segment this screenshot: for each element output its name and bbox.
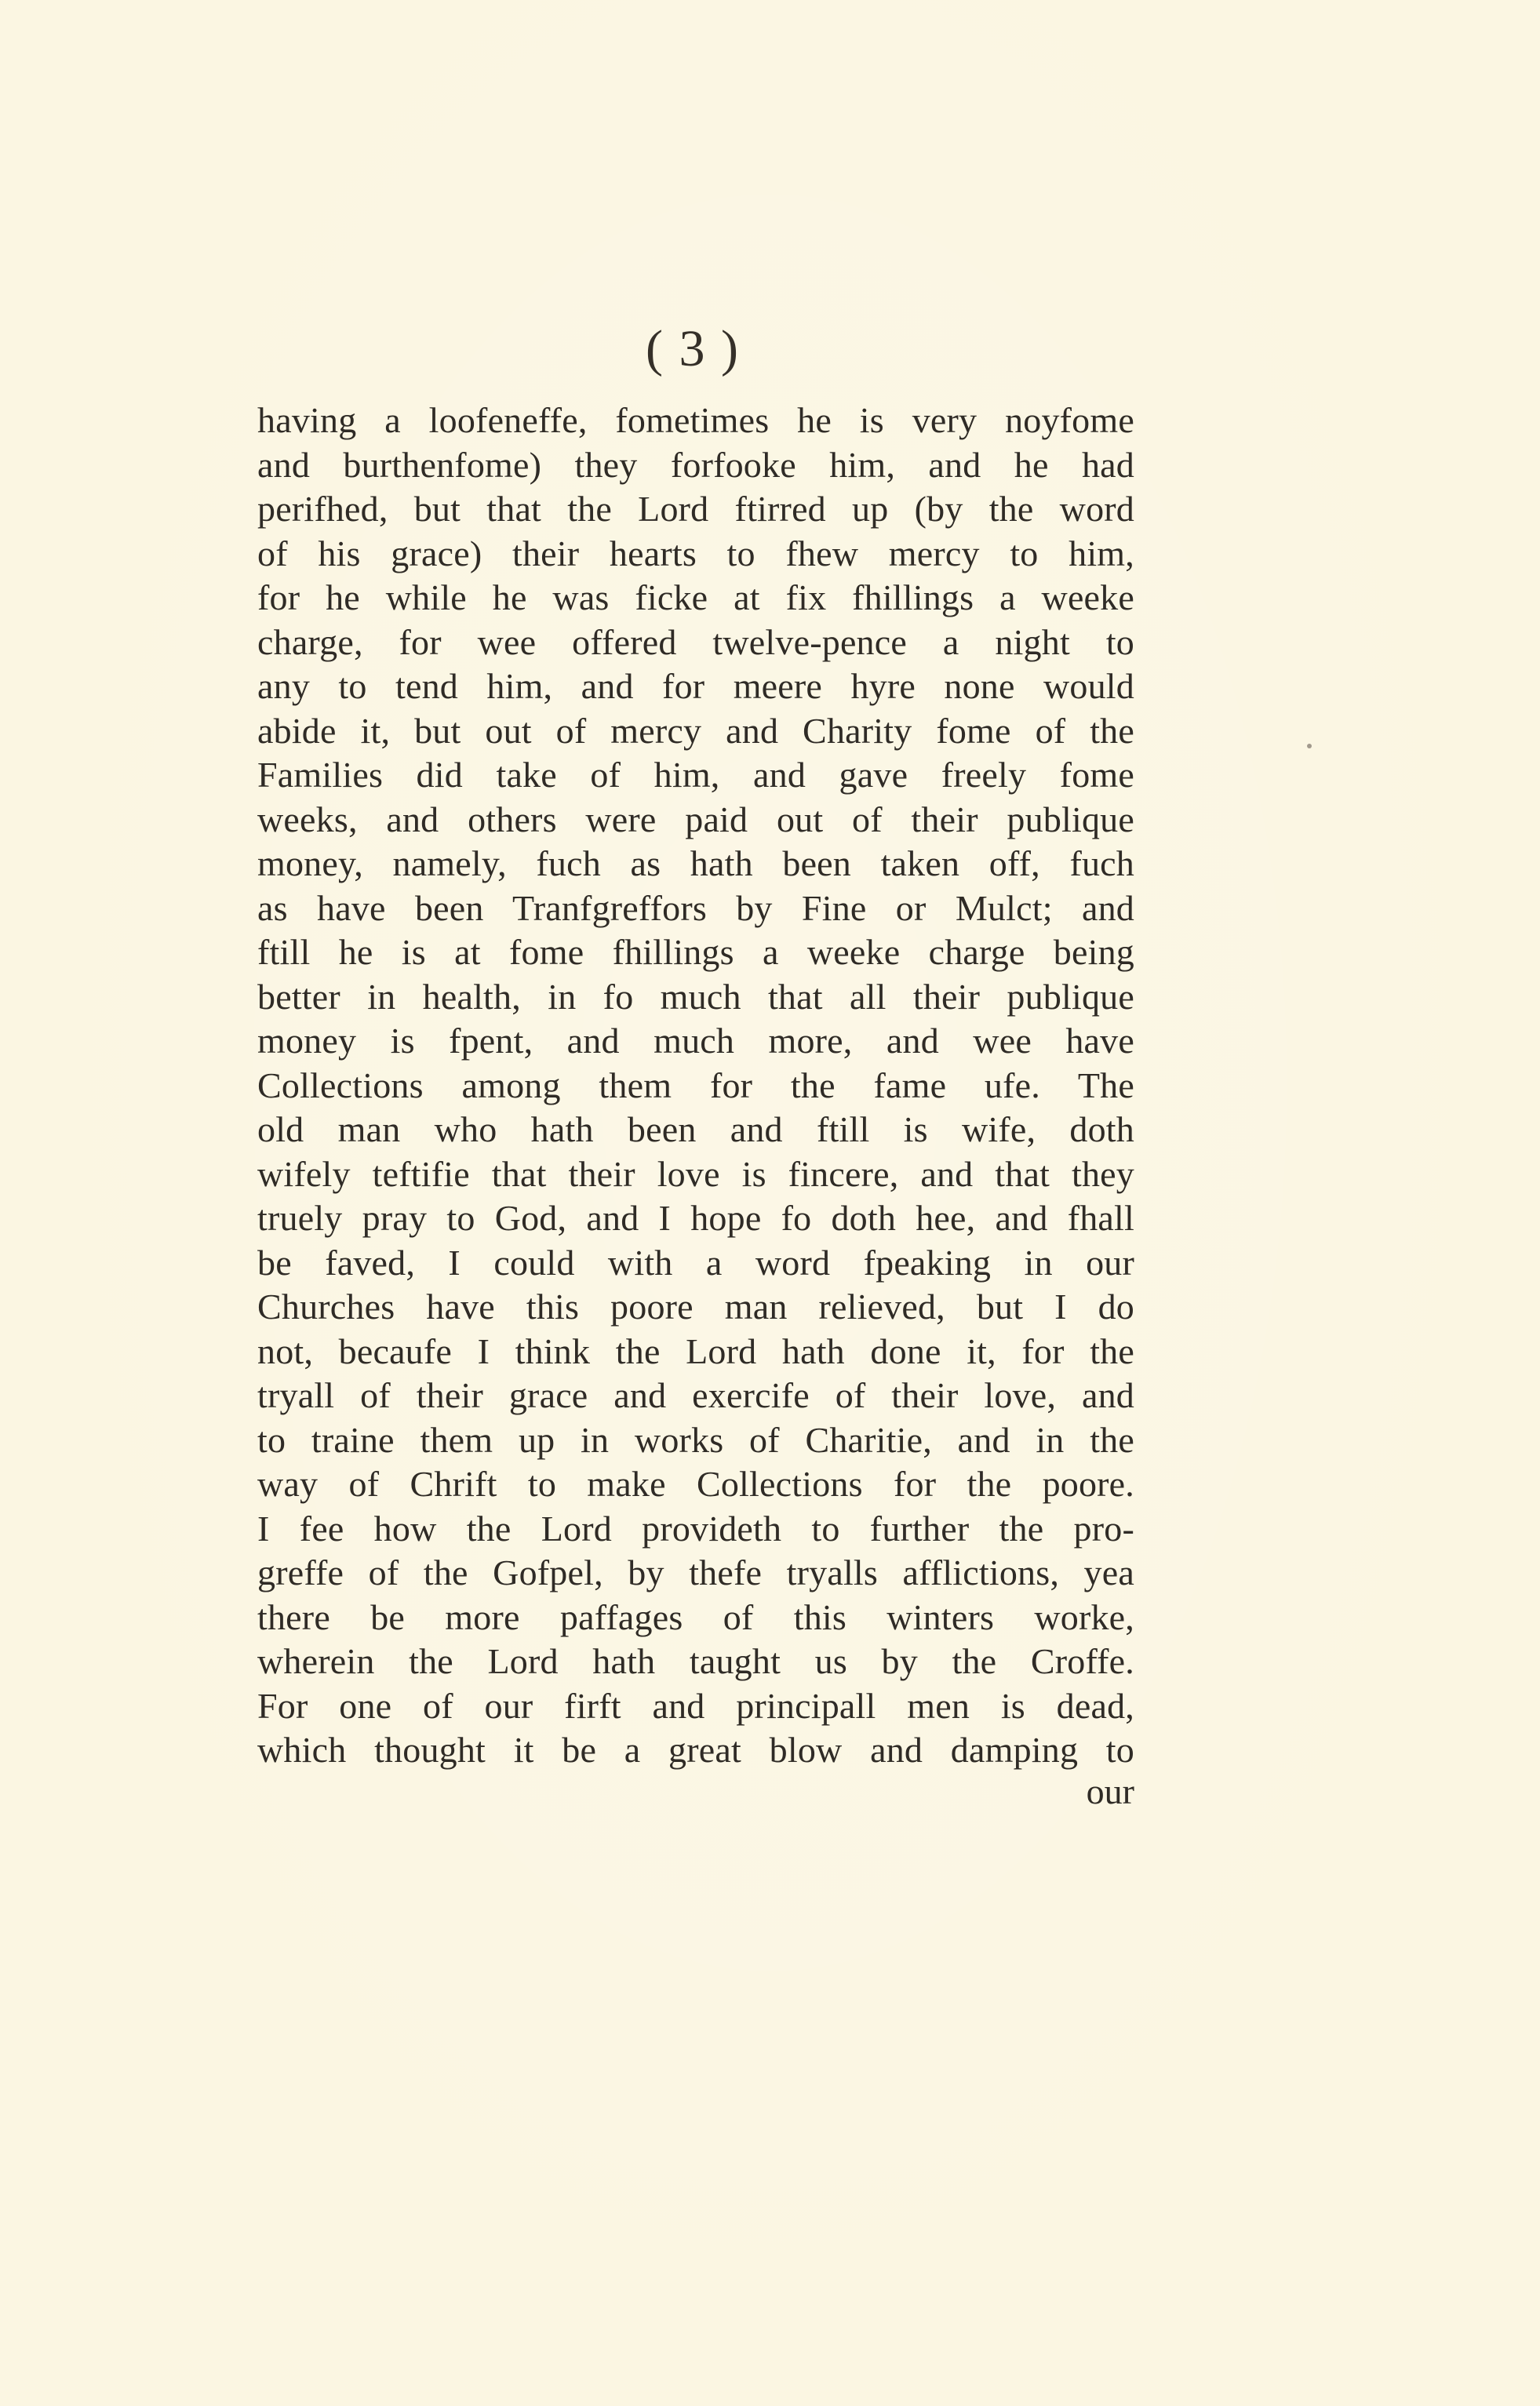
text-line: truely pray to God, and I hope fo doth hee, and fhall [257,1198,1134,1238]
text-line: not, becaufe I think the Lord hath done it, for the [257,1330,1134,1371]
text-line: and burthenfome) they forfooke him, and he had [257,444,1134,485]
text-line: of his grace) their hearts to fhew mercy to him, [257,533,1134,573]
ink-speck [1307,744,1312,748]
text-line: old man who hath been and ftill is wife, doth [257,1109,1134,1149]
text-line: Families did take of him, and gave freely fome [257,755,1134,795]
text-line: tryall of their grace and exercife of their love, and [257,1375,1134,1415]
text-line: wherein the Lord hath taught us by the Croffe. [257,1641,1134,1681]
text-line: be faved, I could with a word fpeaking in our [257,1242,1134,1283]
text-line: wifely teftifie that their love is fincere, and that they [257,1153,1134,1194]
text-line: to traine them up in works of Charitie, and in the [257,1419,1134,1460]
text-line: greffe of the Gofpel, by thefe tryalls afflictions, yea [257,1552,1134,1592]
text-line: any to tend him, and for meere hyre none would [257,666,1134,706]
text-line: money is fpent, and much more, and wee have [257,1021,1134,1061]
text-line: abide it, but out of mercy and Charity fome of the [257,710,1134,751]
text-line: for he while he was ficke at fix fhillings a weeke [257,577,1134,617]
text-line: ftill he is at fome fhillings a weeke charge being [257,932,1134,972]
text-line: better in health, in fo much that all their publique [257,976,1134,1017]
body-text [257,399,1134,1773]
text-line: which thought it be a great blow and damping to [257,1730,1134,1770]
text-line: Collections among them for the fame ufe. The [257,1065,1134,1105]
text-line: way of Chrift to make Collections for the poore. [257,1464,1134,1504]
text-line: there be more paffages of this winters worke, [257,1596,1134,1637]
text-line: charge, for wee offered twelve-pence a night to [257,621,1134,662]
text-line: money, namely, fuch as hath been taken off, fuch [257,843,1134,883]
catchword: our [1086,1771,1134,1811]
text-line: perifhed, but that the Lord ftirred up (by the word [257,489,1134,529]
text-line: weeks, and others were paid out of their publique [257,799,1134,839]
text-line: Churches have this poore man relieved, but I do [257,1287,1134,1327]
text-line: having a loofeneffe, fometimes he is very noyfome [257,400,1134,440]
text-line: For one of our firft and principall men is dead, [257,1685,1134,1726]
text-line: as have been Tranfgreffors by Fine or Mulct; and [257,887,1134,928]
page-number: ( 3 ) [646,320,740,377]
text-line: I fee how the Lord provideth to further the pro- [257,1508,1134,1549]
